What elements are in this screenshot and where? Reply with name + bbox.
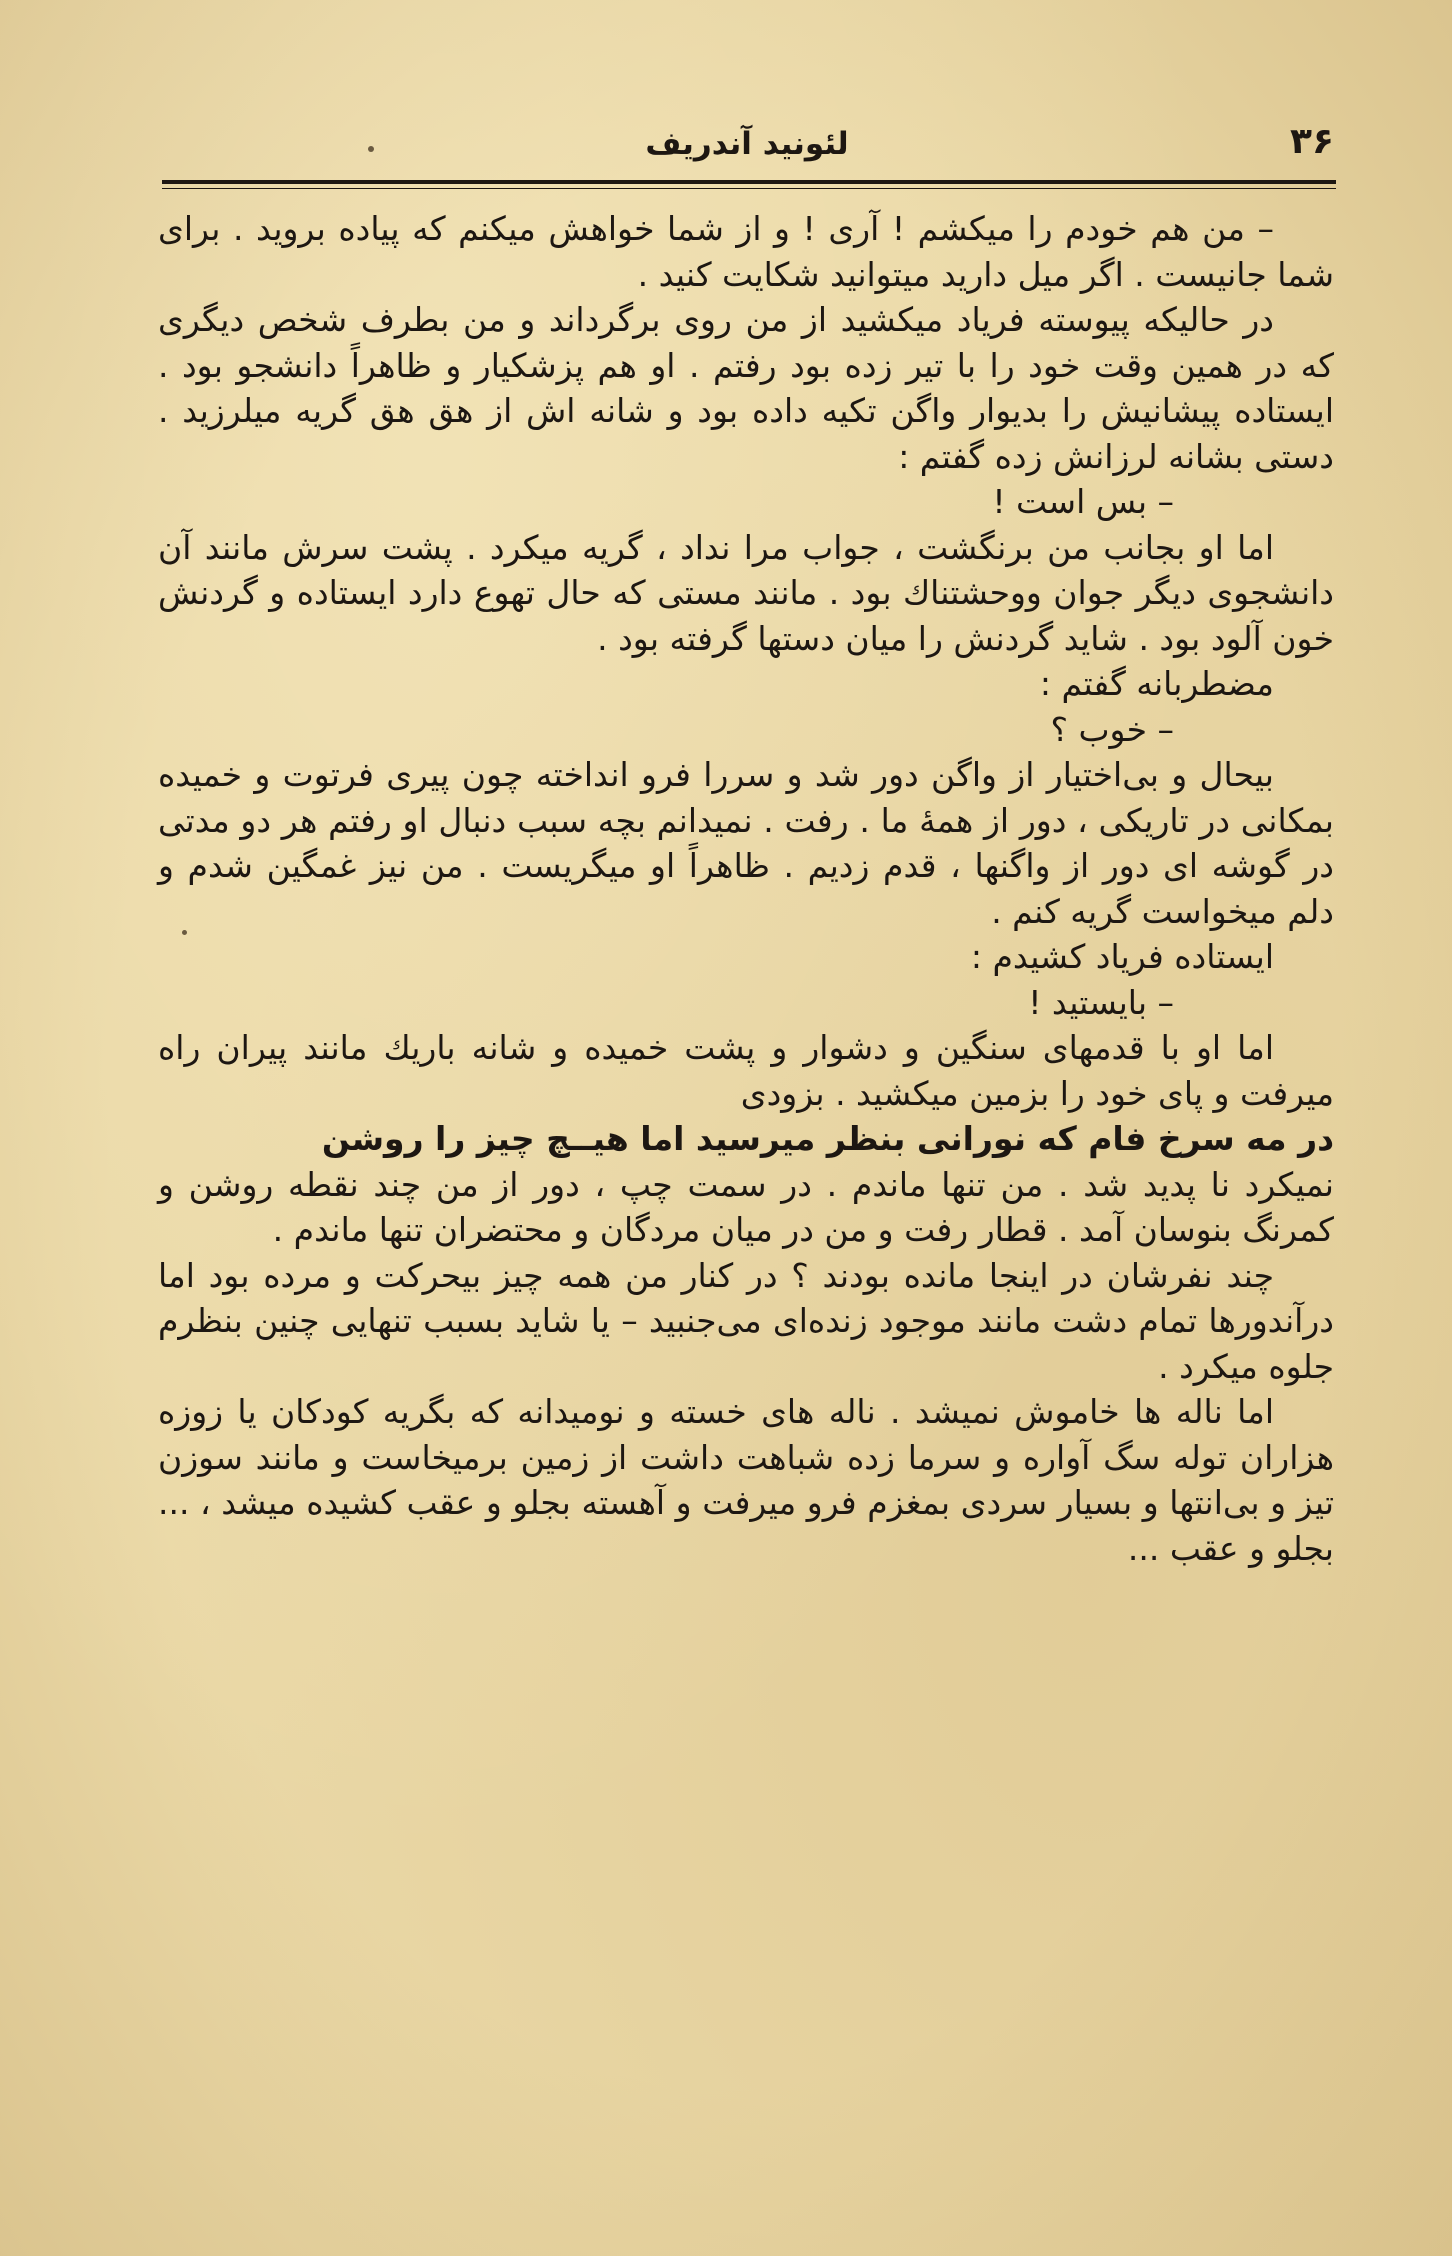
paragraph: چند نفرشان در اینجا مانده بودند ؟ در کنار من همه چیز بیحرکت و مرده بود اما درآندورها تمام دشت مانند موجود زنده‌ای می‌جنبید – یا شاید بسبب تنهایی چنین بنظرم جلوه میکرد . <box>158 1255 1334 1386</box>
paragraph-bold-line: در مه سرخ فام که نورانی بنظر میرسید اما هیــچ چیز را روشن <box>321 1119 1334 1158</box>
dialogue-line: – خوب ؟ <box>1050 709 1174 749</box>
page-header <box>160 118 1334 174</box>
paragraph: بیحال و بی‌اختیار از واگن دور شد و سررا فرو انداخته چون پیری فرتوت و خمیده بمکانی در تاریکی ، دور از همهٔ ما . رفت . نمیدانم بچه سبب دنبال او رفتم هر دو مدتی در گوشه ای دور از واگنها ، قدم زدیم . ظاهراً او میگریست . من نیز غمگین شدم و دلم میخواست گریه کنم . <box>158 755 1334 931</box>
paragraph: – من هم خودم را میکشم ! آری ! و از شما خواهش میکنم که پیاده بروید . برای شما جانیست . اگر میل دارید میتوانید شکایت کنید . <box>158 209 1334 294</box>
paragraph: مضطربانه گفتم : <box>1039 664 1274 703</box>
paper-speck <box>182 930 187 935</box>
header-rule-thin <box>162 188 1336 189</box>
paragraph: اما او بجانب من برنگشت ، جواب مرا نداد ، گریه میکرد . پشت سرش مانند آن دانشجوی دیگر جوان ووحشتناك بود . مانند مستی که حال تهوع دارد ایستاده و گردنش خون آلود بود . شاید گردنش را میان دستها گرفته بود . <box>158 527 1334 658</box>
header-rule <box>162 180 1336 184</box>
running-title: لئونید آندریف <box>645 126 849 162</box>
body-text <box>158 206 1334 1571</box>
paragraph: نمیکرد نا پدید شد . من تنها ماندم . در سمت چپ ، دور از من چند نقطه روشن و کمرنگ بنوسان آمد . قطار رفت و من در میان مردگان و محتضران تنها ماندم . <box>158 1164 1334 1249</box>
paragraph: اما او با قدمهای سنگین و دشوار و پشت خمیده و شانه باریك مانند پیران راه میرفت و پای خود را بزمین میکشید . بزودی <box>158 1028 1334 1113</box>
page-number: ۳۶ <box>1290 121 1334 162</box>
paragraph: اما ناله ها خاموش نمیشد . ناله های خسته و نومیدانه که بگریه کودکان یا زوزه هزاران توله سگ آواره و سرما زده شباهت داشت از زمین برمیخاست و مانند سوزن تیز و بی‌انتها و بسیار سردی بمغزم فرو میرفت و آهسته بجلو و عقب کشیده میشد ، ... بجلو و عقب ... <box>158 1392 1334 1568</box>
paragraph: ایستاده فریاد کشیدم : <box>970 937 1274 976</box>
dialogue-line: – بایستید ! <box>1028 982 1174 1022</box>
paragraph: در حالیکه پیوسته فریاد میکشید از من روی برگرداند و من بطرف شخص دیگری که در همین وقت خود را با تیر زده بود رفتم . او هم پزشکیار و ظاهراً دانشجو بود . ایستاده پیشانیش را بدیوار واگن تکیه داده بود و شانه اش از هق هق گریه میلرزید . دستی بشانه لرزانش زده گفتم : <box>158 300 1334 476</box>
dialogue-line: – بس است ! <box>992 482 1174 521</box>
paper-speck <box>368 146 374 152</box>
